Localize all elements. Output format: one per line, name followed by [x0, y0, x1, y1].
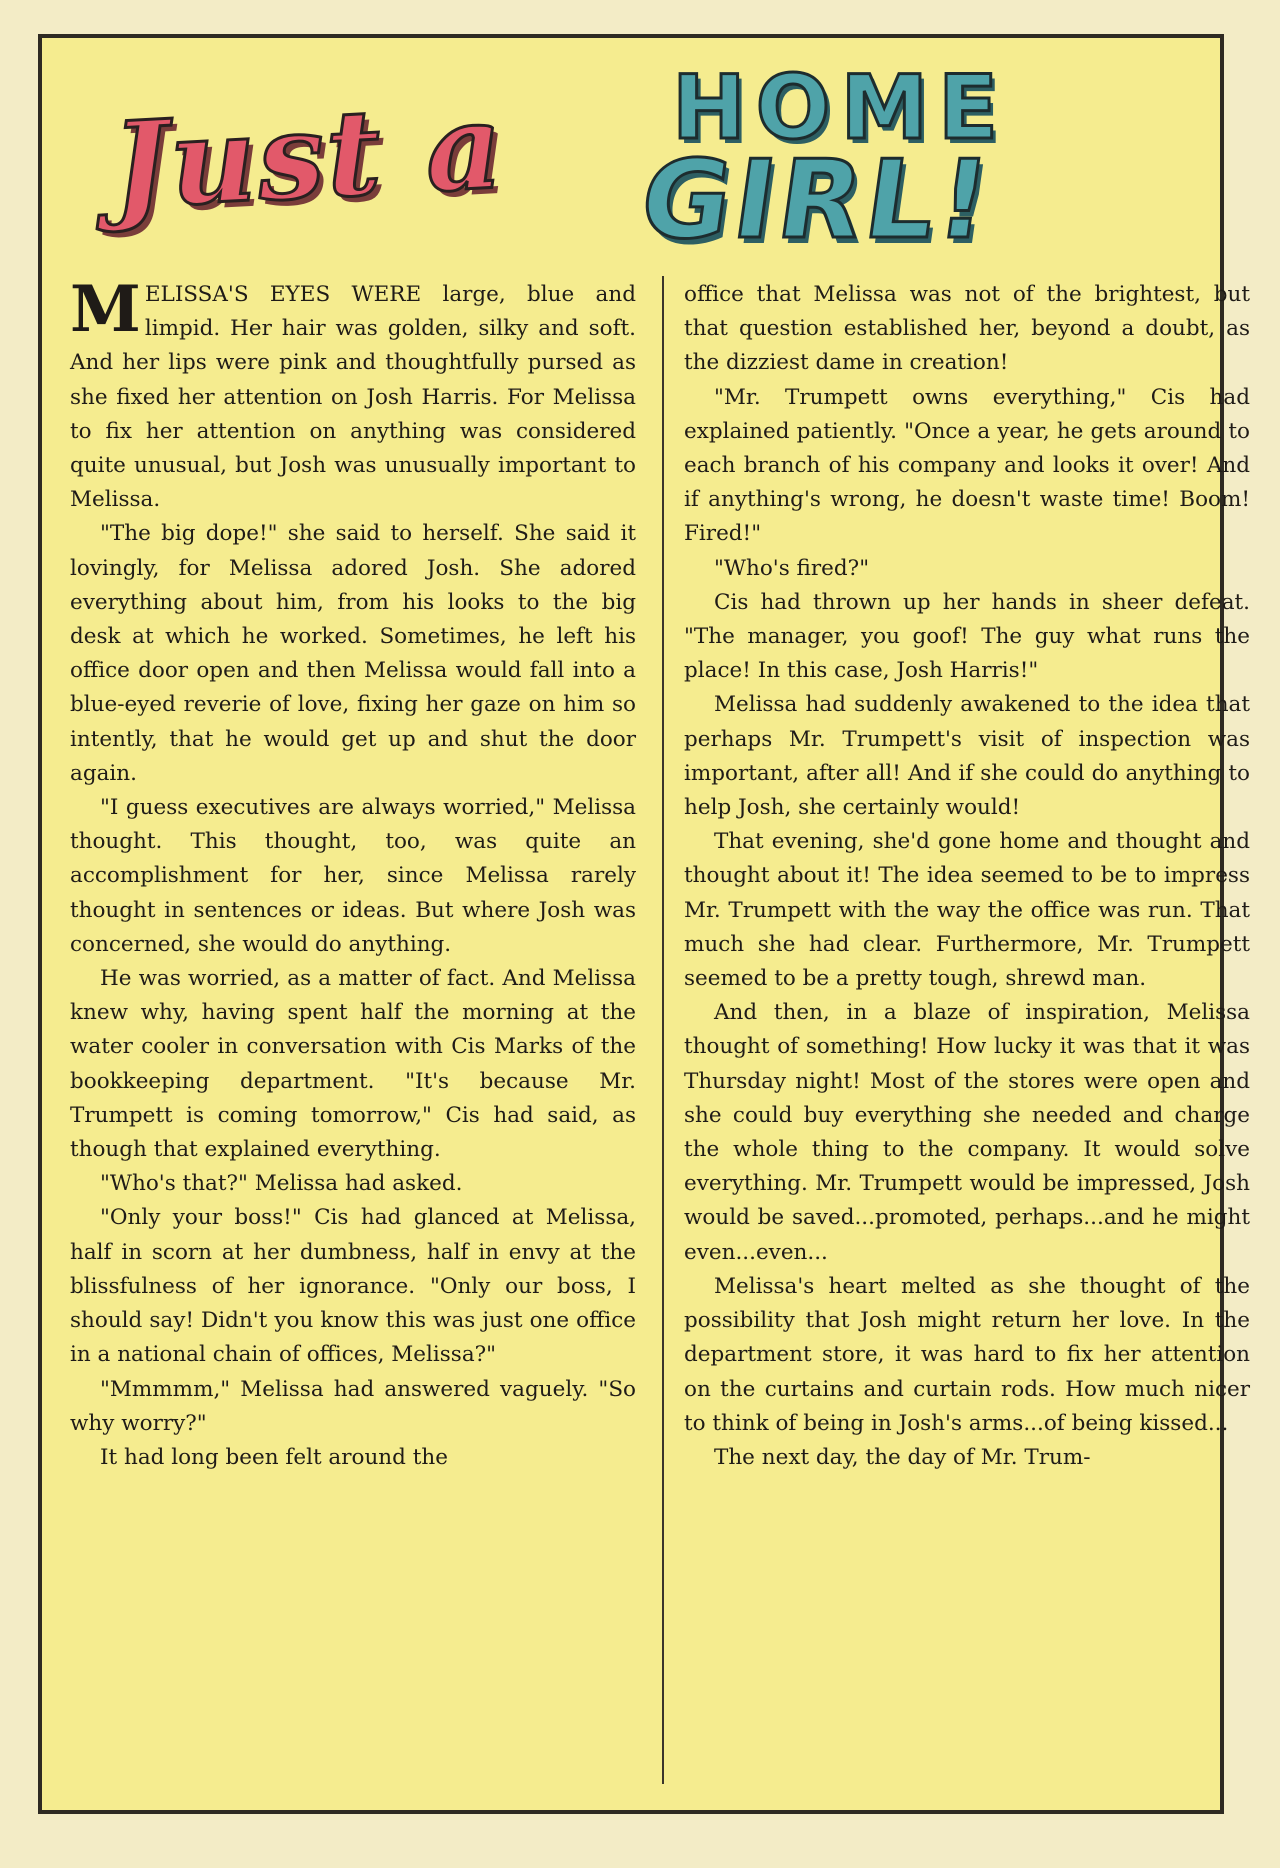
paragraph-text: ELISSA'S EYES WERE large, blue and limpid. Her hair was golden, silky and soft. And her lips were pink and thoughtfully pursed as she fixed her attention on Josh Harris. For Melissa to fix her attention on anything was considered quite unusual, but Josh was unusually important to Melissa.	[70, 282, 636, 513]
story-paragraph	[684, 1441, 1250, 1475]
story-paragraph	[70, 272, 636, 517]
paragraph-text: And then, in a blaze of inspiration, Melissa thought of something! How lucky it was that it was Thursday night! Most of the stores were open and she could buy everything she needed and charge the whole thing to the company. It would solve everything. Mr. Trumpett would be impressed, Josh would be saved...promoted, perhaps...and he might even...even...	[684, 1000, 1250, 1265]
paragraph-text: "I guess executives are always worried," Melissa thought. This thought, too, was quite an accomplishment for her, since Melissa rarely thought in sentences or ideas. But where Josh was concerned, she would do anything.	[70, 795, 636, 957]
story-paragraph	[70, 791, 636, 962]
story-title	[42, 38, 1220, 268]
story-paragraph	[684, 381, 1250, 552]
story-paragraph	[684, 1270, 1250, 1441]
story-paragraph	[70, 962, 636, 1167]
story-paragraph	[70, 1201, 636, 1372]
paragraph-text: It had long been felt around the	[100, 1444, 448, 1470]
paragraph-text: "Mmmmm," Melissa had answered vaguely. "So why worry?"	[70, 1376, 636, 1436]
paragraph-text: He was worried, as a matter of fact. And Melissa knew why, having spent half the morning at the water cooler in conversation with Cis Marks of the bookkeeping department. "It's because Mr. Trumpett is coming tomorrow," Cis had said, as though that explained everything.	[70, 966, 636, 1163]
story-paragraph	[70, 1441, 636, 1475]
paragraph-text: "Who's that?" Melissa had asked.	[100, 1171, 463, 1197]
paragraph-text: That evening, she'd gone home and thought and thought about it! The idea seemed to be to impress Mr. Trumpett with the way the office was run. That much she had clear. Furthermore, Mr. Trumpett seemed to be a pretty tough, shrewd man.	[684, 829, 1250, 992]
story-paragraph	[70, 517, 636, 791]
story-paragraph	[684, 552, 1250, 586]
paragraph-text: Cis had thrown up her hands in sheer defeat. "The manager, you goof! The guy what runs the place! In this case, Josh Harris!"	[684, 589, 1250, 684]
paragraph-text: "Only your boss!" Cis had glanced at Melissa, half in scorn at her dumbness, half in envy at the blissfulness of her ignorance. "Only our boss, I should say! Didn't you know this was just one office in a national chain of offices, Melissa?"	[70, 1205, 636, 1368]
left-text-column	[70, 272, 636, 1475]
title-home: HOME	[672, 56, 1009, 159]
paragraph-text: Melissa's heart melted as she thought of the possibility that Josh might return her love. In the department store, it was hard to fix her attention on the curtains and curtain rods. How much nicer to think of being in Josh's arms...of being kissed...	[684, 1273, 1250, 1436]
title-girl: GIRL!	[633, 138, 1001, 263]
comic-text-page	[38, 34, 1250, 1814]
story-paragraph	[684, 825, 1250, 996]
story-paragraph	[684, 688, 1250, 825]
paragraph-text: "Mr. Trumpett owns everything," Cis had explained patiently. "Once a year, he gets around to each branch of his company and looks it over! And if anything's wrong, he doesn't waste time! Boom! Fired!"	[684, 384, 1250, 547]
paragraph-text: office that Melissa was not of the brightest, but that question established her, beyond a doubt, as the dizziest dame in creation!	[684, 282, 1250, 376]
paragraph-text: Melissa had suddenly awakened to the idea that perhaps Mr. Trumpett's visit of inspection was important, after all! And if she could do anything to help Josh, she certainly would!	[684, 692, 1250, 821]
story-paragraph	[684, 278, 1250, 381]
drop-cap: M	[70, 272, 141, 347]
story-paragraph	[684, 586, 1250, 689]
story-paragraph	[70, 1167, 636, 1201]
column-divider	[662, 276, 664, 1784]
paragraph-text: "The big dope!" she said to herself. She said it lovingly, for Melissa adored Josh. She adored everything about him, from his looks to the big desk at which he worked. Sometimes, he left his office door open and then Melissa would fall into a blue-eyed reverie of love, fixing her gaze on him so intently, that he would get up and shut the door again.	[70, 521, 636, 786]
right-text-column	[684, 278, 1250, 1475]
story-paragraph	[684, 996, 1250, 1270]
story-paragraph	[70, 1373, 636, 1441]
paragraph-text: The next day, the day of Mr. Trum-	[714, 1444, 1091, 1470]
title-just-a: Just a	[108, 75, 508, 236]
paragraph-text: "Who's fired?"	[714, 555, 870, 581]
